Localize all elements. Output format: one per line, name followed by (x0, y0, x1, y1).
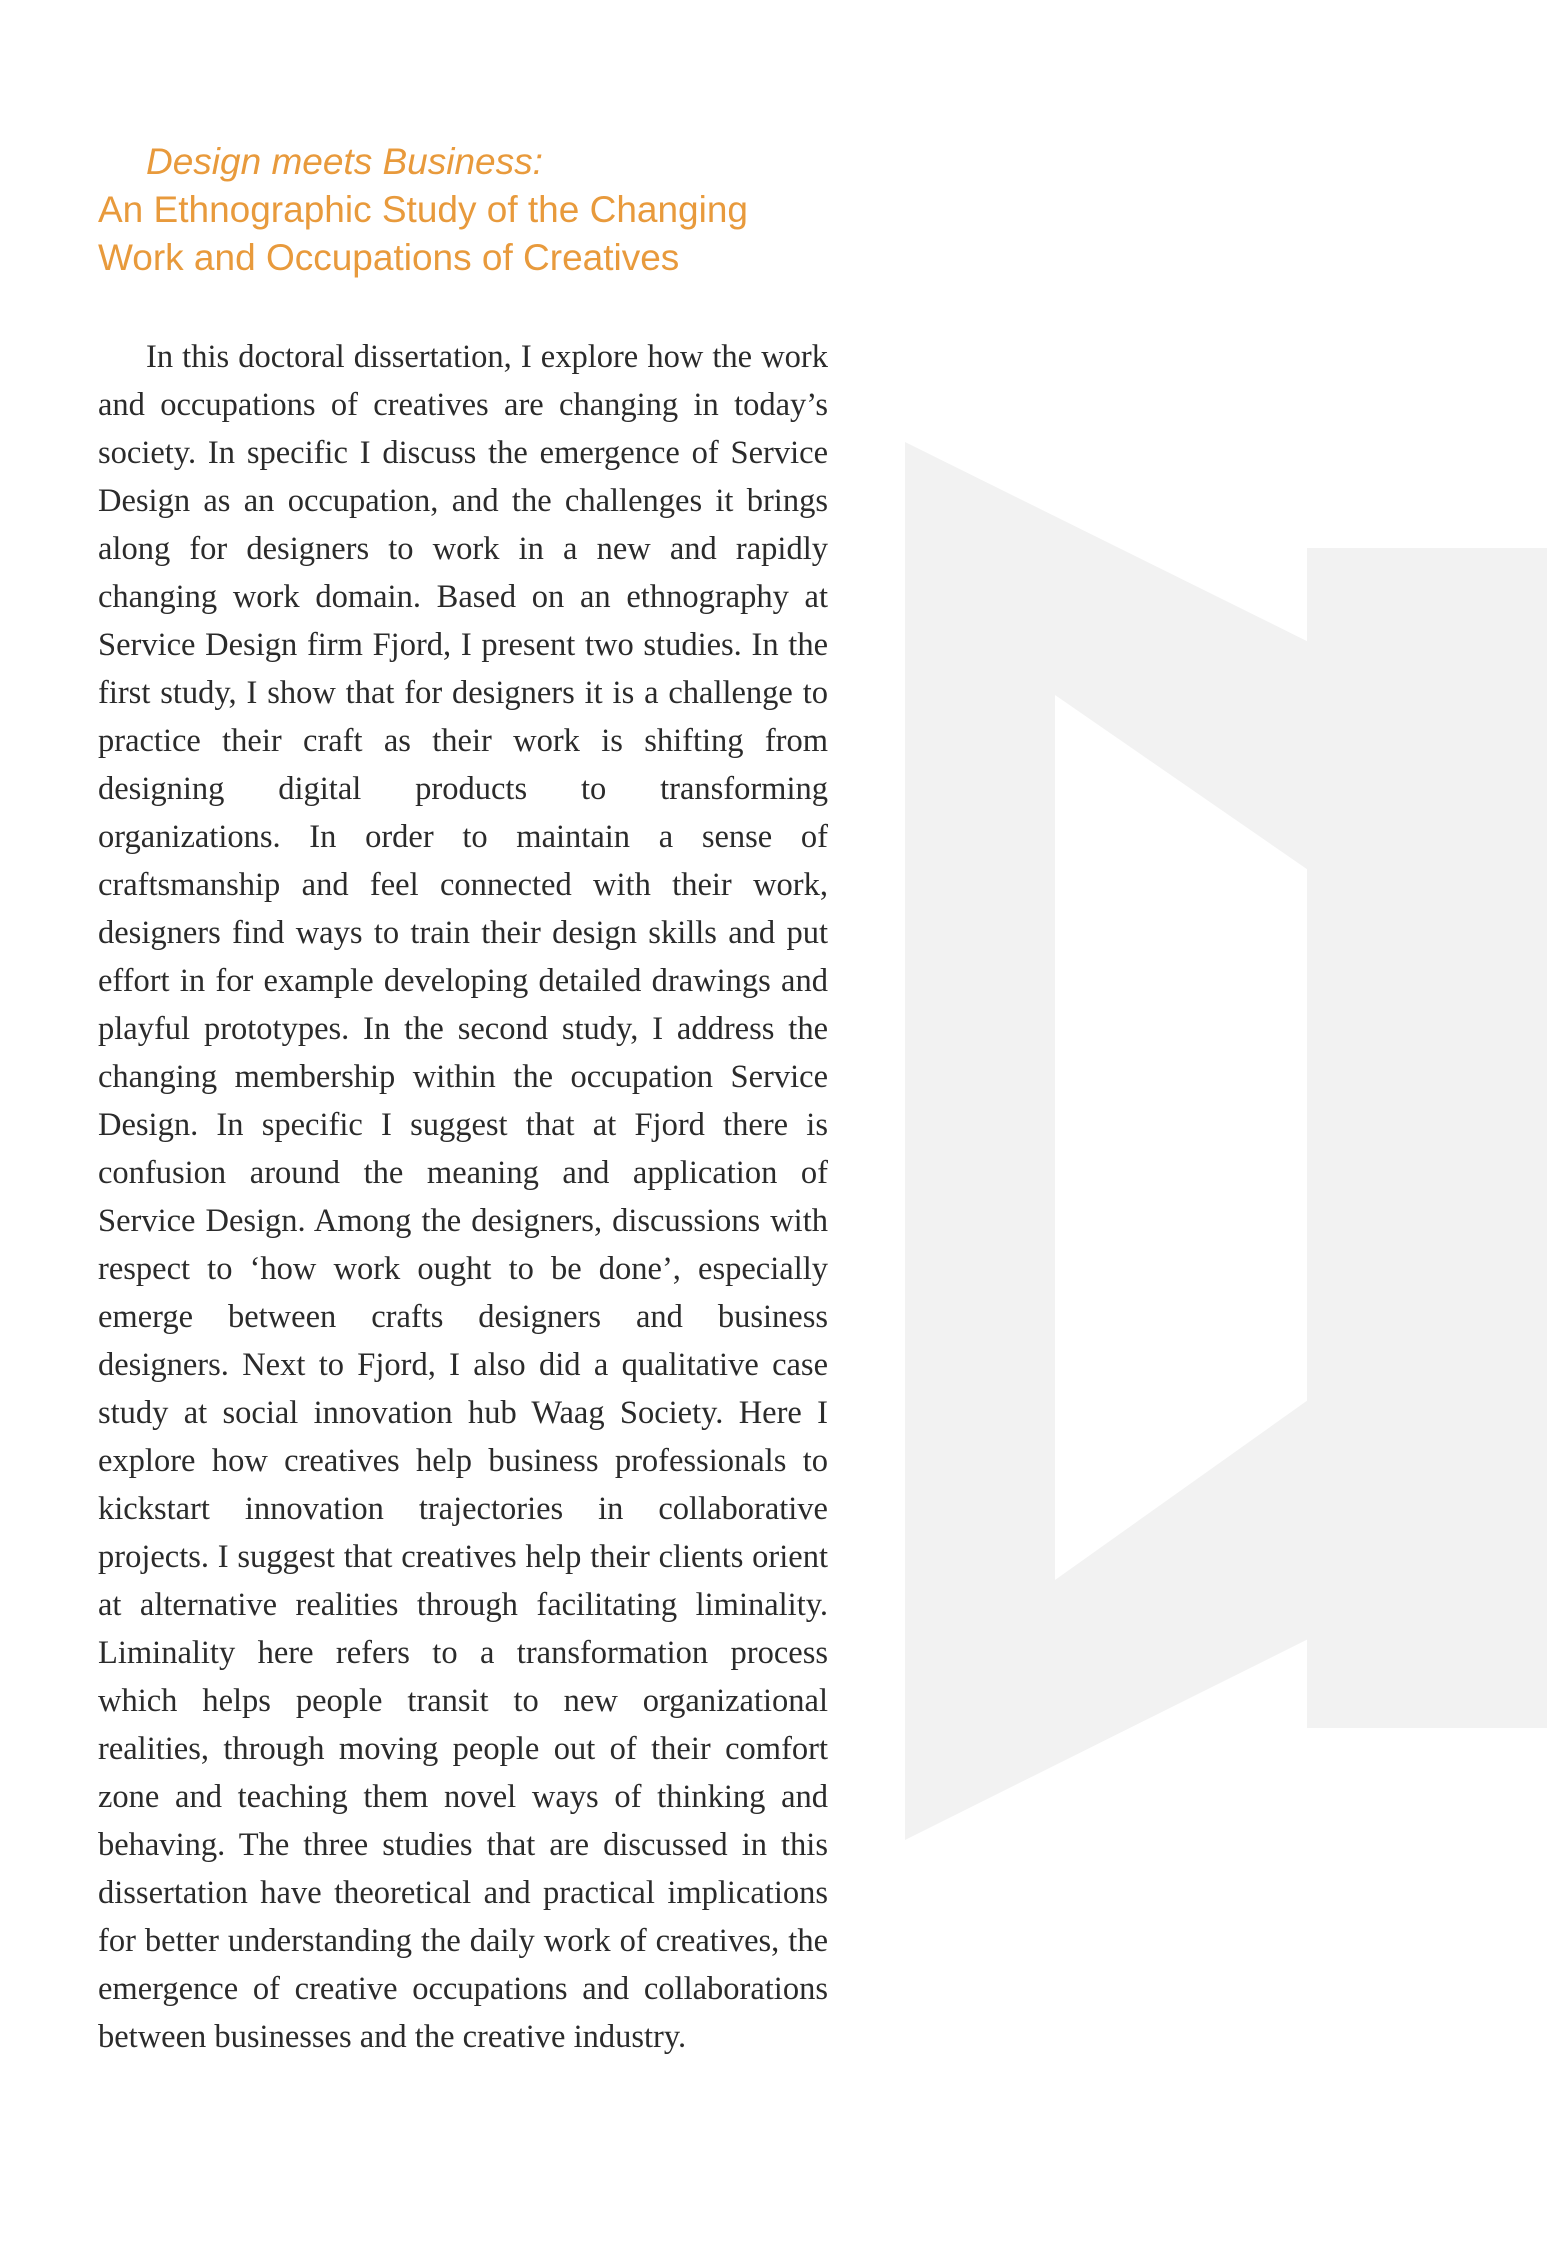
abstract-paragraph: In this doctoral dissertation, I explore how the work and occupations of creatives are changing in today’s society. In specific I discuss the emergence of Service Design as an occupation, and the challenges it brings along for designers to work in a new and rapidly changing work domain. Based on an ethnography at Service Design firm Fjord, I present two studies. In the first study, I show that for designers it is a challenge to practice their craft as their work is shifting from designing digital products to transforming organizations. In order to maintain a sense of craftsmanship and feel connected with their work, designers find ways to train their design skills and put effort in for example developing detailed drawings and playful prototypes. In the second study, I address the changing membership within the occupation Service Design. In specific I suggest that at Fjord there is confusion around the meaning and application of Service Design. Among the designers, discussions with respect to ‘how work ought to be done’, especially emerge between crafts designers and business designers. Next to Fjord, I also did a qualitative case study at social innovation hub Waag Society. Here I explore how creatives help business professionals to kickstart innovation trajectories in collaborative projects. I suggest that creatives help their clients orient at alternative realities through facilitating liminality. Liminality here refers to a transformation process which helps people transit to new organizational realities, through moving people out of their comfort zone and teaching them novel ways of thinking and behaving. The three studies that are discussed in this dissertation have theoretical and practical implications for better understanding the daily work of creatives, the emergence of creative occupations and collaborations between businesses and the creative industry. (98, 339, 828, 2055)
title-line-2: An Ethnographic Study of the Changing (98, 189, 749, 230)
dissertation-title (98, 138, 858, 282)
title-line-3: Work and Occupations of Creatives (98, 237, 680, 278)
watermark-bar (1307, 548, 1547, 1728)
title-line-1: Design meets Business: (146, 141, 543, 182)
